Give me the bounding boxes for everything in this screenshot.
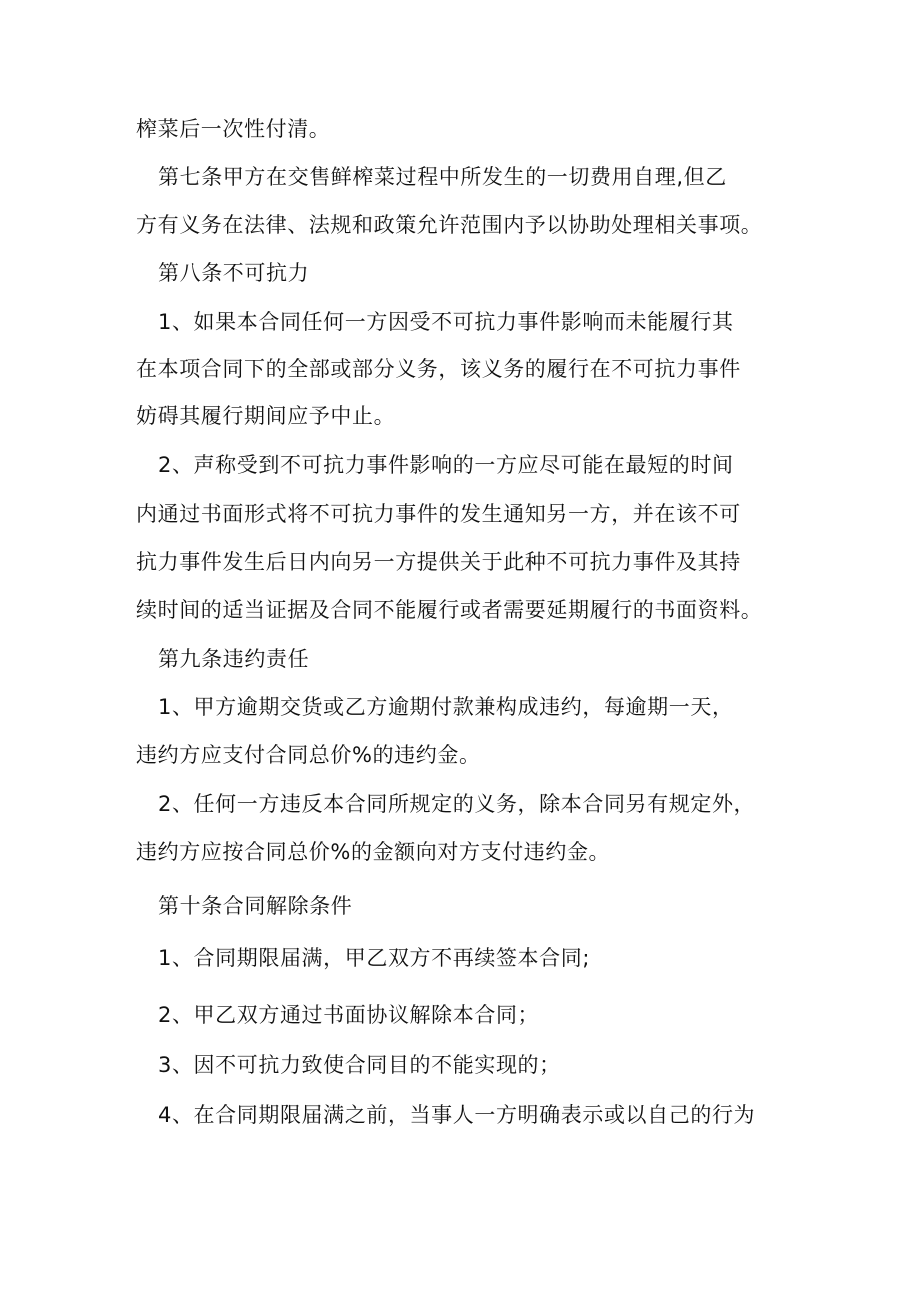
- article-10-clause-4: 4、在合同期限届满之前，当事人一方明确表示或以自己的行为: [158, 1103, 756, 1127]
- article-9-clause-1-line-2: 违约方应支付合同总价%的违约金。: [136, 743, 481, 767]
- article-8-clause-2-line-2: 内通过书面形式将不可抗力事件的发生通知另一方，并在该不可: [136, 502, 741, 526]
- article-8-clause-1-line-1: 1、如果本合同任何一方因受不可抗力事件影响而未能履行其: [158, 310, 734, 334]
- article-8-clause-2-line-3: 抗力事件发生后日内向另一方提供关于此种不可抗力事件及其持: [136, 550, 741, 574]
- article-9-clause-1-line-1: 1、甲方逾期交货或乙方逾期付款兼构成违约，每逾期一天，: [158, 695, 734, 719]
- article-10-clause-3: 3、因不可抗力致使合同目的不能实现的；: [158, 1053, 561, 1077]
- article-10-clause-1: 1、合同期限届满，甲乙双方不再续签本合同;: [158, 946, 591, 970]
- text-line-continuation: 榨菜后一次性付清。: [136, 117, 331, 141]
- article-9-heading: 第九条违约责任: [158, 647, 310, 671]
- article-8-clause-2-line-4: 续时间的适当证据及合同不能履行或者需要延期履行的书面资料。: [136, 598, 763, 622]
- article-8-clause-2-line-1: 2、声称受到不可抗力事件影响的一方应尽可能在最短的时间: [158, 453, 734, 477]
- article-10-heading: 第十条合同解除条件: [158, 894, 353, 918]
- article-10-clause-2: 2、甲乙双方通过书面协议解除本合同；: [158, 1003, 540, 1027]
- article-7-paragraph-line-1: 第七条甲方在交售鲜榨菜过程中所发生的一切费用自理,但乙: [158, 165, 727, 189]
- article-8-heading: 第八条不可抗力: [158, 261, 310, 285]
- article-9-clause-2-line-2: 违约方应按合同总价%的金额向对方支付违约金。: [136, 840, 611, 864]
- article-9-clause-2-line-1: 2、任何一方违反本合同所规定的义务，除本合同另有规定外，: [158, 792, 756, 816]
- article-8-clause-1-line-3: 妨碍其履行期间应予中止。: [136, 404, 396, 428]
- article-7-paragraph-line-2: 方有义务在法律、法规和政策允许范围内予以协助处理相关事项。: [136, 213, 763, 237]
- article-8-clause-1-line-2: 在本项合同下的全部或部分义务，该义务的履行在不可抗力事件: [136, 357, 741, 381]
